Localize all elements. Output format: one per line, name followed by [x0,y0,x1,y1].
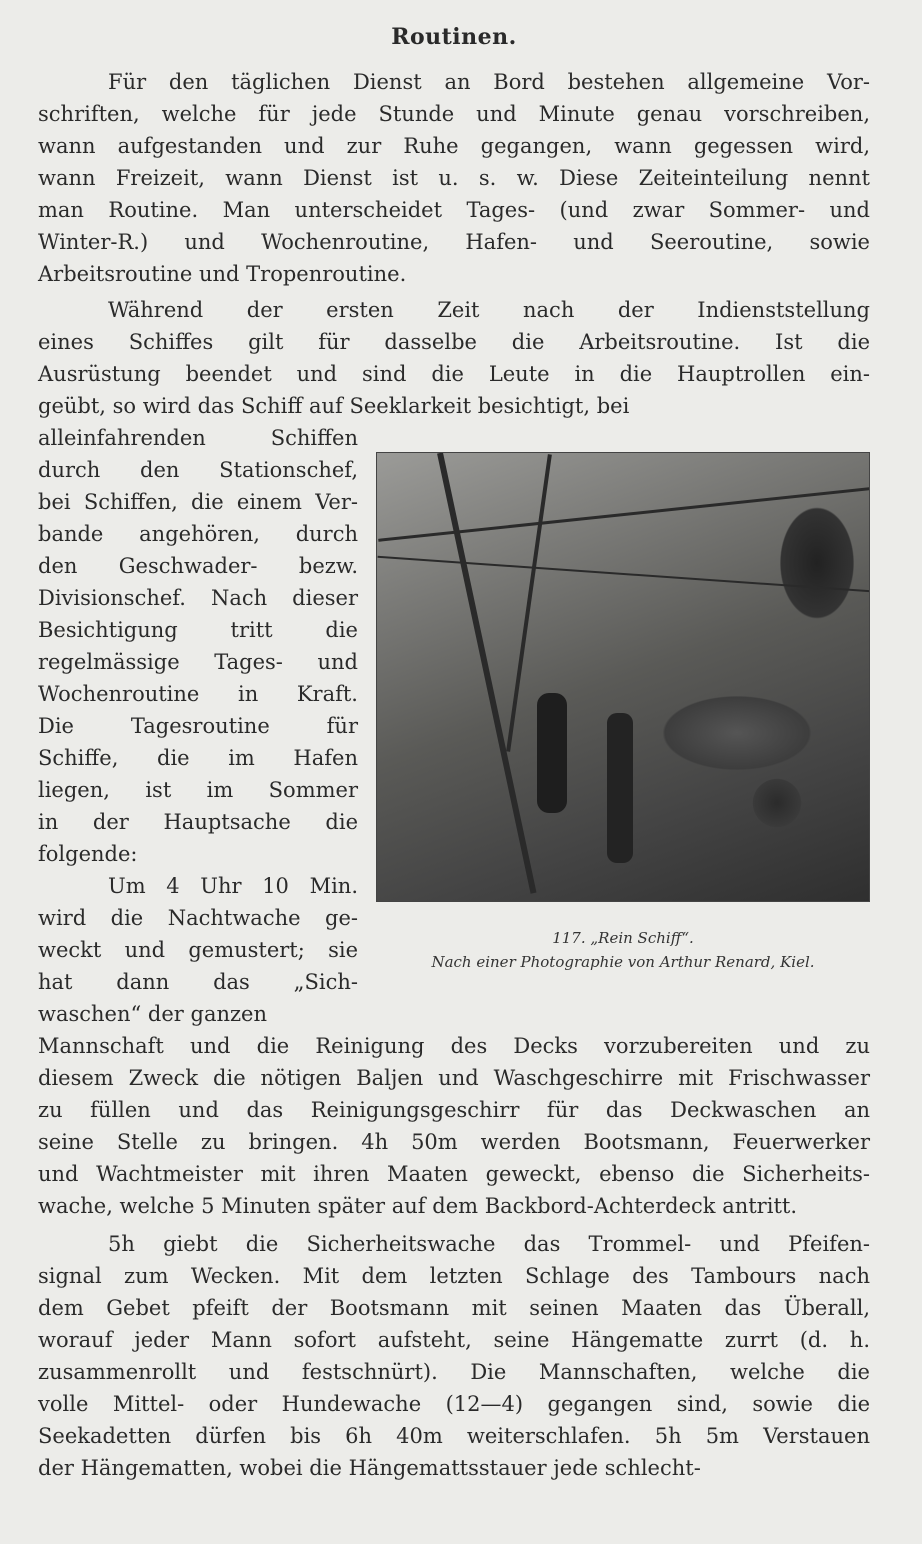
paragraph-3-narrow [38,870,358,1030]
text-line: Divisionschef. Nach dieser [38,586,358,610]
text-line: wann aufgestanden und zur Ruhe gegangen, wann gegessen wird, [38,134,870,158]
text-line: liegen, ist im Sommer [38,778,358,802]
text-line: den Geschwader- bezw. [38,554,358,578]
caption-line-1: 117. „Rein Schiff“. [552,929,694,947]
text-line: wird die Nachtwache ge- [38,906,358,930]
text-line: alleinfahrenden Schiffen [38,426,358,450]
text-line: in der Hauptsache die [38,810,358,834]
text-line: hat dann das „Sich- [38,970,358,994]
paragraph-2-intro [38,294,870,422]
text-line: waschen“ der ganzen [38,1002,268,1026]
photo-rein-schiff [376,452,870,902]
text-line: diesem Zweck die nötigen Baljen und Waschgeschirre mit Frischwasser [38,1066,870,1090]
text-line: wann Freizeit, wann Dienst ist u. s. w. Diese Zeiteinteilung nennt [38,166,870,190]
text-line: volle Mittel- oder Hundewache (12—4) gegangen sind, sowie die [38,1392,870,1416]
text-line: Ausrüstung beendet und sind die Leute in die Hauptrollen ein- [38,362,870,386]
paragraph-3-full [38,1030,870,1222]
figure-caption [376,926,870,974]
text-line: zusammenrollt und festschnürt). Die Mannschaften, welche die [38,1360,870,1384]
text-line: geübt, so wird das Schiff auf Seeklarkeit besichtigt, bei [38,394,630,418]
text-line: Besichtigung tritt die [38,618,358,642]
text-line: Arbeitsroutine und Tropenroutine. [38,262,407,286]
text-line: folgende: [38,842,138,866]
text-line: weckt und gemustert; sie [38,938,358,962]
text-line: der Hängematten, wobei die Hängemattsstauer jede schlecht- [38,1456,701,1480]
text-line: regelmässige Tages- und [38,650,358,674]
text-line: Schiffe, die im Hafen [38,746,358,770]
text-line: und Wachtmeister mit ihren Maaten geweckt, ebenso die Sicherheits- [38,1162,870,1186]
figure [376,452,870,974]
text-line: Für den täglichen Dienst an Bord bestehen allgemeine Vor- [108,70,870,94]
text-line: bei Schiffen, die einem Ver- [38,490,358,514]
text-line: 5h giebt die Sicherheitswache das Trommel- und Pfeifen- [108,1232,870,1256]
text-line: dem Gebet pfeift der Bootsmann mit seinen Maaten das Überall, [38,1296,870,1320]
page-heading: Routinen. [391,24,517,50]
text-line: seine Stelle zu bringen. 4h 50m werden Bootsmann, Feuerwerker [38,1130,870,1154]
text-line: man Routine. Man unterscheidet Tages- (und zwar Sommer- und [38,198,870,222]
text-line: schriften, welche für jede Stunde und Minute genau vorschreiben, [38,102,870,126]
paragraph-4 [38,1228,870,1484]
caption-line-2: Nach einer Photographie von Arthur Renard, Kiel. [431,953,815,971]
paragraph-1 [38,66,870,290]
text-line: Wochenroutine in Kraft. [38,682,358,706]
text-line: eines Schiffes gilt für dasselbe die Arbeitsroutine. Ist die [38,330,870,354]
text-line: worauf jeder Mann sofort aufsteht, seine Hängematte zurrt (d. h. [38,1328,870,1352]
text-line: wache, welche 5 Minuten später auf dem Backbord-Achterdeck antritt. [38,1194,797,1218]
text-line: Winter-R.) und Wochenroutine, Hafen- und Seeroutine, sowie [38,230,870,254]
paragraph-2-narrow [38,422,358,870]
text-line: durch den Stationschef, [38,458,358,482]
text-line: Seekadetten dürfen bis 6h 40m weiterschlafen. 5h 5m Verstauen [38,1424,870,1448]
text-line: bande angehören, durch [38,522,358,546]
text-line: Um 4 Uhr 10 Min. [108,874,358,898]
text-line: signal zum Wecken. Mit dem letzten Schlage des Tambours nach [38,1264,870,1288]
text-line: zu füllen und das Reinigungsgeschirr für das Deckwaschen an [38,1098,870,1122]
text-line: Mannschaft und die Reinigung des Decks vorzubereiten und zu [38,1034,870,1058]
text-line: Während der ersten Zeit nach der Indienststellung [108,298,870,322]
text-line: Die Tagesroutine für [38,714,358,738]
